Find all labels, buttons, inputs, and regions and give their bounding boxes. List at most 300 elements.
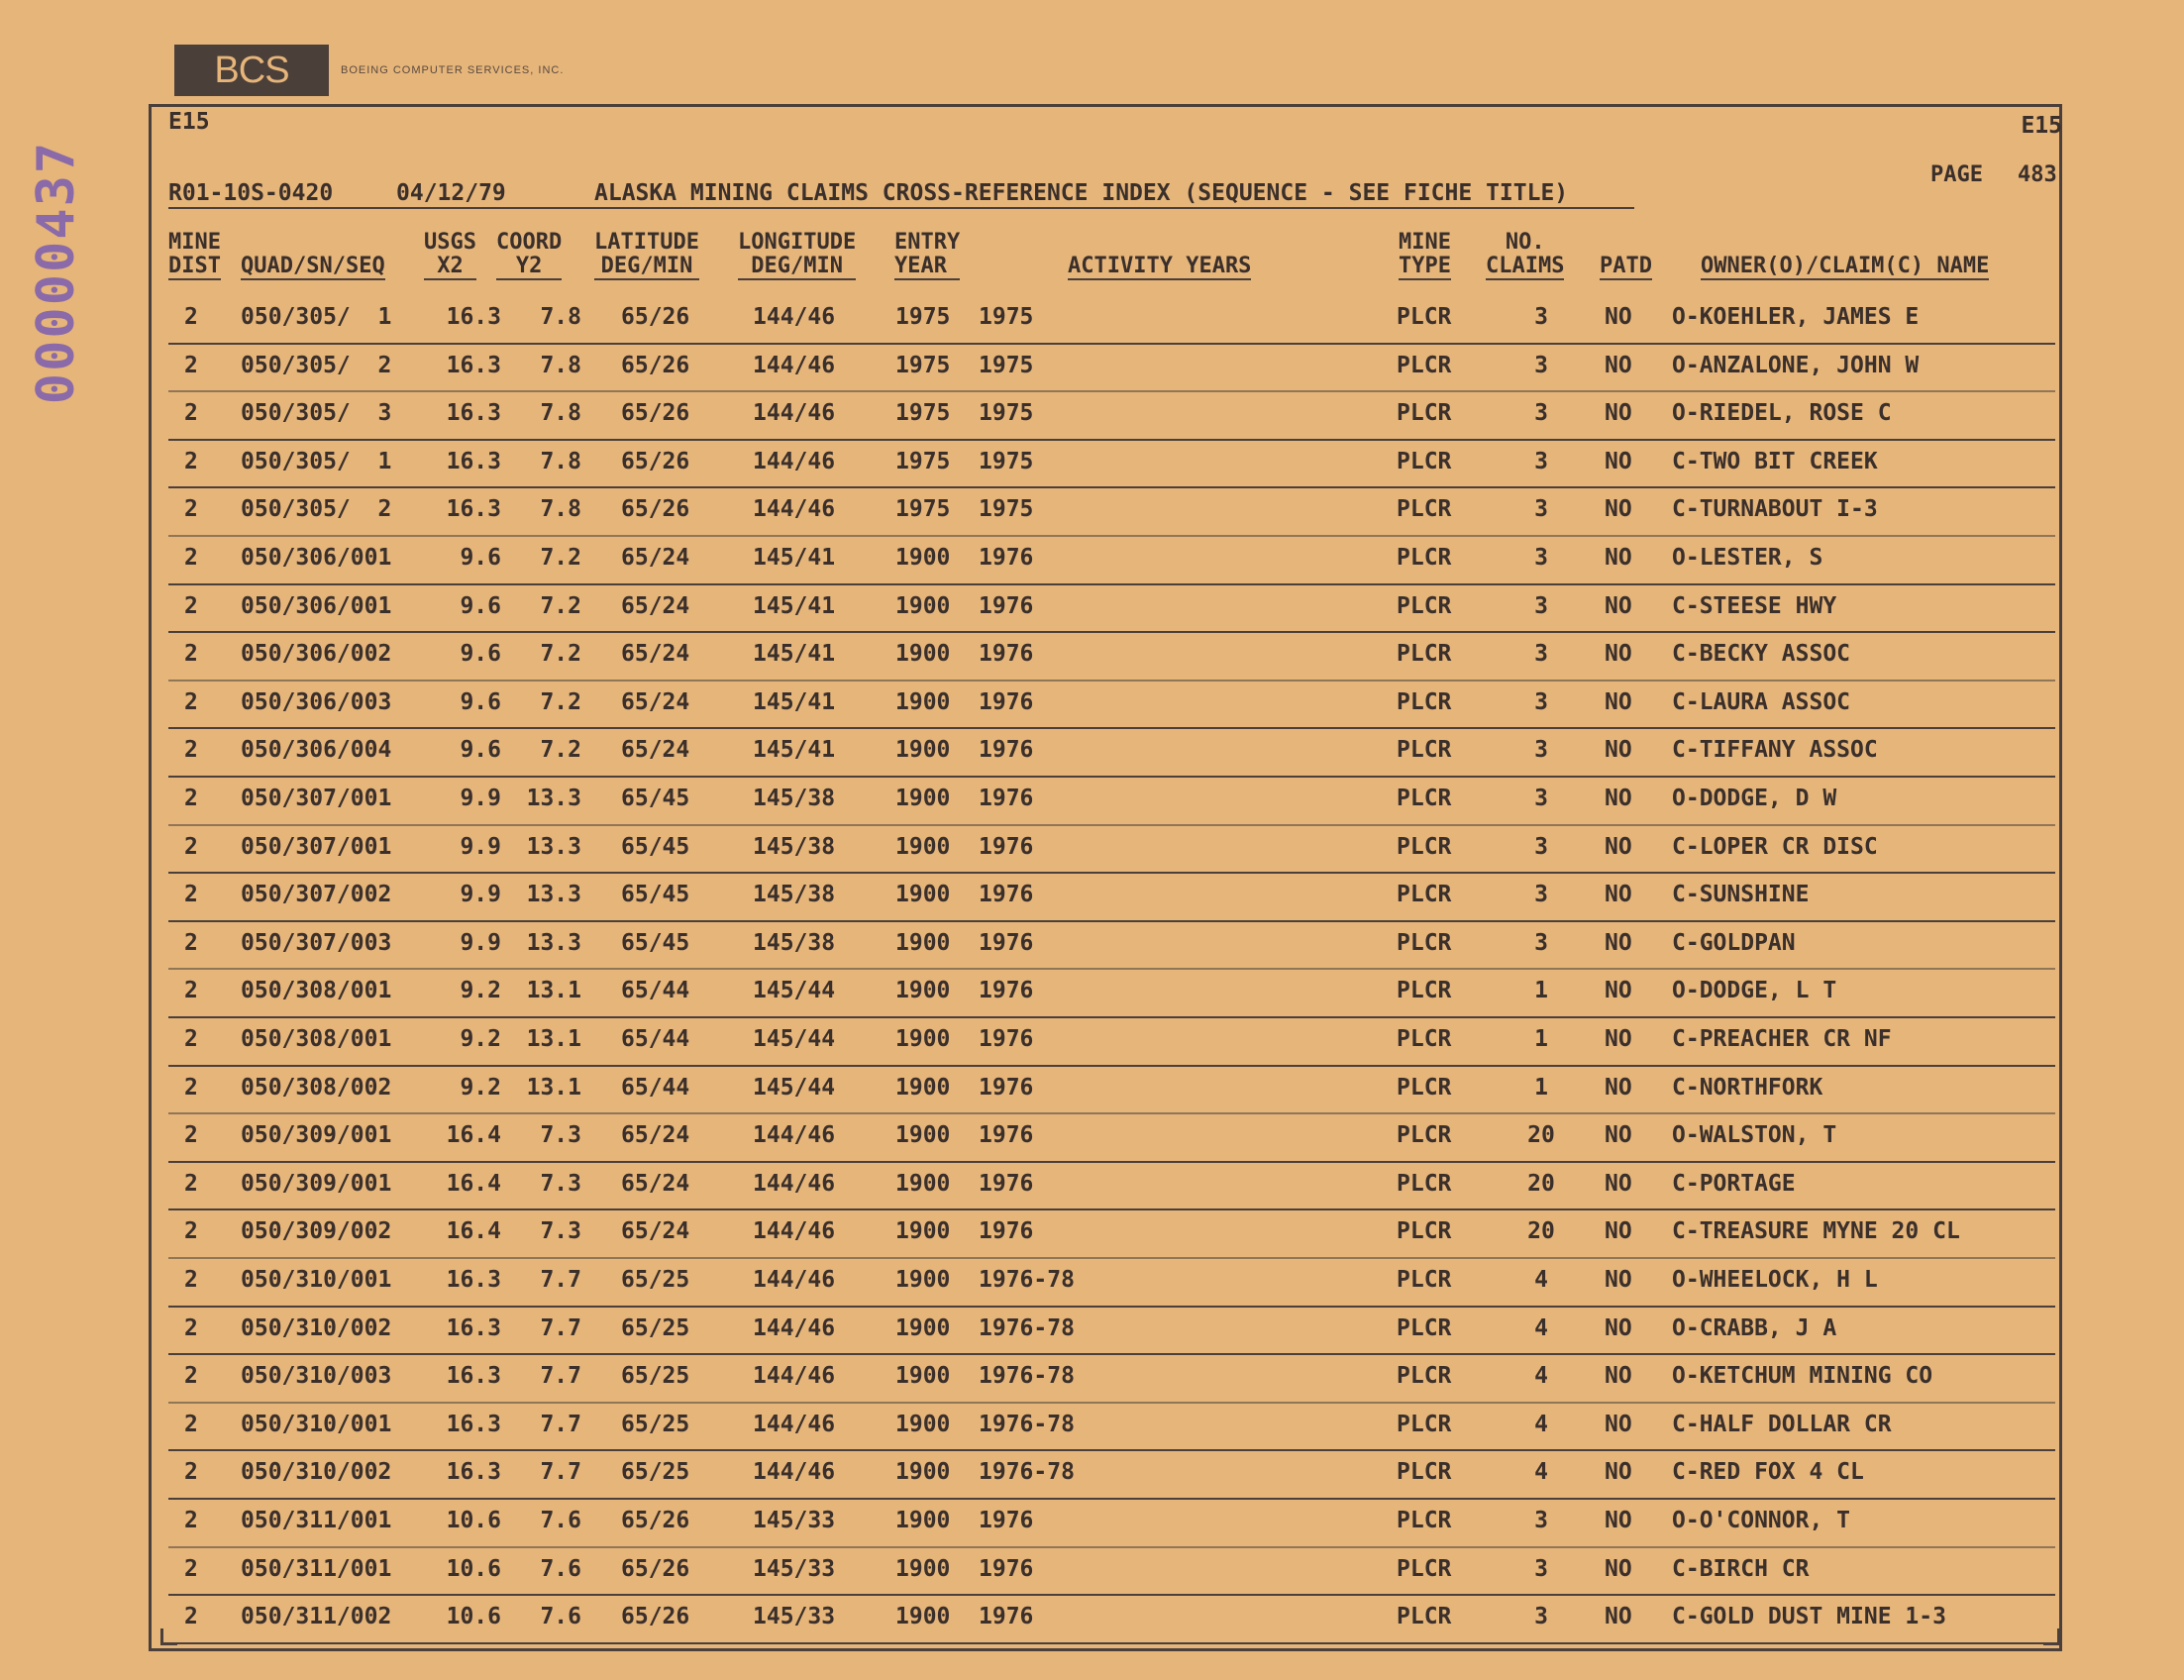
coord-y2-cell: 7.2 <box>540 592 581 619</box>
entry-year-cell: 1900 <box>895 1604 951 1630</box>
mine-type-cell: PLCR <box>1397 1122 1452 1149</box>
mine-dist-cell: 2 <box>184 1604 198 1630</box>
coord-y2-cell: 7.3 <box>540 1170 581 1197</box>
quad-cell: 050/306/001 <box>241 592 392 619</box>
longitude-cell: 145/41 <box>753 688 836 715</box>
no-claims-cell: 20 <box>1527 1218 1555 1245</box>
usgs-x2-cell: 9.9 <box>460 882 501 908</box>
owner-claim-name-cell: C-TREASURE MYNE 20 CL <box>1672 1218 1960 1245</box>
mine-dist-cell: 2 <box>184 448 198 474</box>
mine-type-cell: PLCR <box>1397 496 1452 523</box>
col-header-owner-claim-name: OWNER(O)/CLAIM(C) NAME <box>1701 254 1990 278</box>
serial-stamp-text: 00000437 <box>27 140 86 405</box>
no-claims-cell: 3 <box>1534 929 1548 956</box>
entry-year-cell: 1900 <box>895 786 951 811</box>
longitude-cell: 144/46 <box>753 1267 836 1293</box>
latitude-cell: 65/26 <box>621 304 690 330</box>
patd-cell: NO <box>1605 352 1632 378</box>
activity-years-cell: 1976 <box>979 929 1034 956</box>
coord-y2-cell: 7.2 <box>540 545 581 571</box>
patd-cell: NO <box>1605 1314 1632 1341</box>
entry-year-cell: 1900 <box>895 1508 951 1533</box>
no-claims-cell: 4 <box>1534 1411 1548 1437</box>
owner-claim-name-cell: C-NORTHFORK <box>1672 1074 1823 1101</box>
no-claims-cell: 4 <box>1534 1459 1548 1486</box>
entry-year-cell: 1900 <box>895 1411 951 1437</box>
table-row <box>168 1449 2055 1500</box>
latitude-cell: 65/25 <box>621 1314 690 1341</box>
entry-year-cell: 1900 <box>895 1026 951 1052</box>
quad-cell: 050/311/001 <box>241 1555 392 1582</box>
longitude-cell: 144/46 <box>753 1122 836 1149</box>
usgs-x2-cell: 16.3 <box>446 1314 501 1341</box>
company-name: BOEING COMPUTER SERVICES, INC. <box>341 64 565 76</box>
mine-dist-cell: 2 <box>184 1363 198 1390</box>
report-date: 04/12/79 <box>396 180 506 206</box>
usgs-x2-cell: 9.6 <box>460 641 501 668</box>
latitude-cell: 65/44 <box>621 1026 690 1052</box>
mine-type-cell: PLCR <box>1397 1555 1452 1582</box>
no-claims-cell: 3 <box>1534 448 1548 474</box>
coord-y2-cell: 7.8 <box>540 400 581 427</box>
owner-claim-name-cell: O-RIEDEL, ROSE C <box>1672 400 1892 427</box>
patd-cell: NO <box>1605 496 1632 523</box>
longitude-cell: 145/33 <box>753 1508 836 1533</box>
entry-year-cell: 1900 <box>895 592 951 619</box>
mine-type-cell: PLCR <box>1397 786 1452 811</box>
table-row <box>168 343 2055 393</box>
no-claims-cell: 3 <box>1534 496 1548 523</box>
owner-claim-name-cell: O-KOEHLER, JAMES E <box>1672 304 1920 330</box>
no-claims-cell: 3 <box>1534 1508 1548 1533</box>
latitude-cell: 65/44 <box>621 978 690 1004</box>
longitude-cell: 145/41 <box>753 737 836 764</box>
no-claims-cell: 3 <box>1534 592 1548 619</box>
mine-type-cell: PLCR <box>1397 1508 1452 1533</box>
latitude-cell: 65/24 <box>621 1170 690 1197</box>
table-row <box>168 1208 2055 1259</box>
usgs-x2-cell: 9.6 <box>460 545 501 571</box>
mine-dist-cell: 2 <box>184 1122 198 1149</box>
owner-claim-name-cell: C-LAURA ASSOC <box>1672 688 1851 715</box>
activity-years-cell: 1976-78 <box>979 1314 1075 1341</box>
mine-dist-cell: 2 <box>184 688 198 715</box>
mine-dist-cell: 2 <box>184 1026 198 1052</box>
coord-y2-cell: 7.6 <box>540 1604 581 1630</box>
coord-y2-cell: 13.1 <box>526 1026 581 1052</box>
entry-year-cell: 1975 <box>895 400 951 427</box>
bcs-logo: BCS <box>174 45 329 96</box>
patd-cell: NO <box>1605 929 1632 956</box>
latitude-cell: 65/44 <box>621 1074 690 1101</box>
table-row <box>168 1112 2055 1163</box>
activity-years-cell: 1976-78 <box>979 1267 1075 1293</box>
mine-type-cell: PLCR <box>1397 304 1452 330</box>
fiche-code-right: E15 <box>2021 113 2062 139</box>
usgs-x2-cell: 16.4 <box>446 1170 501 1197</box>
owner-claim-name-cell: C-STEESE HWY <box>1672 592 1837 619</box>
col-header-mine-type: MINE TYPE <box>1399 230 1451 278</box>
page-label: PAGE <box>1930 162 1983 187</box>
activity-years-cell: 1976 <box>979 1122 1034 1149</box>
owner-claim-name-cell: C-BECKY ASSOC <box>1672 641 1851 668</box>
owner-claim-name-cell: C-GOLD DUST MINE 1-3 <box>1672 1604 1946 1630</box>
entry-year-cell: 1900 <box>895 1363 951 1390</box>
mine-dist-cell: 2 <box>184 1508 198 1533</box>
owner-claim-name-cell: O-CRABB, J A <box>1672 1314 1837 1341</box>
latitude-cell: 65/45 <box>621 833 690 860</box>
activity-years-cell: 1976 <box>979 882 1034 908</box>
quad-cell: 050/306/002 <box>241 641 392 668</box>
quad-cell: 050/307/002 <box>241 882 392 908</box>
longitude-cell: 144/46 <box>753 496 836 523</box>
table-row <box>168 680 2055 730</box>
longitude-cell: 145/41 <box>753 545 836 571</box>
usgs-x2-cell: 16.3 <box>446 1411 501 1437</box>
patd-cell: NO <box>1605 400 1632 427</box>
longitude-cell: 145/38 <box>753 833 836 860</box>
owner-claim-name-cell: O-DODGE, L T <box>1672 978 1837 1004</box>
patd-cell: NO <box>1605 786 1632 811</box>
latitude-cell: 65/25 <box>621 1363 690 1390</box>
latitude-cell: 65/25 <box>621 1411 690 1437</box>
mine-type-cell: PLCR <box>1397 400 1452 427</box>
quad-cell: 050/307/001 <box>241 833 392 860</box>
activity-years-cell: 1976 <box>979 737 1034 764</box>
entry-year-cell: 1975 <box>895 496 951 523</box>
activity-years-cell: 1976 <box>979 1604 1034 1630</box>
latitude-cell: 65/24 <box>621 688 690 715</box>
quad-cell: 050/306/001 <box>241 545 392 571</box>
mine-type-cell: PLCR <box>1397 1267 1452 1293</box>
table-row <box>168 1402 2055 1452</box>
owner-claim-name-cell: C-TWO BIT CREEK <box>1672 448 1878 474</box>
no-claims-cell: 3 <box>1534 545 1548 571</box>
owner-claim-name-cell: O-ANZALONE, JOHN W <box>1672 352 1920 378</box>
usgs-x2-cell: 16.3 <box>446 400 501 427</box>
table-row <box>168 824 2055 875</box>
no-claims-cell: 3 <box>1534 833 1548 860</box>
mine-dist-cell: 2 <box>184 1267 198 1293</box>
longitude-cell: 144/46 <box>753 400 836 427</box>
quad-cell: 050/305/ 1 <box>241 304 392 330</box>
owner-claim-name-cell: C-PREACHER CR NF <box>1672 1026 1892 1052</box>
mine-type-cell: PLCR <box>1397 641 1452 668</box>
owner-claim-name-cell: O-WHEELOCK, H L <box>1672 1267 1878 1293</box>
owner-claim-name-cell: C-SUNSHINE <box>1672 882 1810 908</box>
coord-y2-cell: 13.3 <box>526 929 581 956</box>
mine-type-cell: PLCR <box>1397 448 1452 474</box>
patd-cell: NO <box>1605 304 1632 330</box>
activity-years-cell: 1975 <box>979 400 1034 427</box>
usgs-x2-cell: 9.6 <box>460 688 501 715</box>
coord-y2-cell: 7.6 <box>540 1508 581 1533</box>
activity-years-cell: 1976 <box>979 1026 1034 1052</box>
col-header-usgs-x2: USGS X2 <box>424 230 476 278</box>
patd-cell: NO <box>1605 1074 1632 1101</box>
longitude-cell: 144/46 <box>753 1459 836 1486</box>
coord-y2-cell: 7.6 <box>540 1555 581 1582</box>
activity-years-cell: 1976-78 <box>979 1363 1075 1390</box>
table-row <box>168 1546 2055 1597</box>
coord-y2-cell: 7.7 <box>540 1314 581 1341</box>
patd-cell: NO <box>1605 1122 1632 1149</box>
corner-mark-left <box>160 1628 177 1645</box>
no-claims-cell: 3 <box>1534 1555 1548 1582</box>
latitude-cell: 65/24 <box>621 737 690 764</box>
no-claims-cell: 3 <box>1534 786 1548 811</box>
col-header-no-claims: NO. CLAIMS <box>1486 230 1565 278</box>
mine-type-cell: PLCR <box>1397 1074 1452 1101</box>
longitude-cell: 145/44 <box>753 978 836 1004</box>
activity-years-cell: 1976 <box>979 688 1034 715</box>
owner-claim-name-cell: O-LESTER, S <box>1672 545 1823 571</box>
patd-cell: NO <box>1605 688 1632 715</box>
mine-dist-cell: 2 <box>184 304 198 330</box>
usgs-x2-cell: 16.3 <box>446 352 501 378</box>
corner-mark-right <box>2043 1628 2060 1645</box>
longitude-cell: 144/46 <box>753 1363 836 1390</box>
owner-claim-name-cell: O-O'CONNOR, T <box>1672 1508 1851 1533</box>
quad-cell: 050/305/ 2 <box>241 352 392 378</box>
quad-cell: 050/309/001 <box>241 1170 392 1197</box>
quad-cell: 050/310/002 <box>241 1314 392 1341</box>
report-title: ALASKA MINING CLAIMS CROSS-REFERENCE INDEX (SEQUENCE - SEE FICHE TITLE) <box>594 180 1569 206</box>
table-row <box>168 535 2055 585</box>
coord-y2-cell: 13.1 <box>526 978 581 1004</box>
quad-cell: 050/306/003 <box>241 688 392 715</box>
entry-year-cell: 1900 <box>895 978 951 1004</box>
usgs-x2-cell: 16.3 <box>446 496 501 523</box>
longitude-cell: 145/33 <box>753 1604 836 1630</box>
activity-years-cell: 1975 <box>979 496 1034 523</box>
latitude-cell: 65/25 <box>621 1267 690 1293</box>
mine-dist-cell: 2 <box>184 1555 198 1582</box>
quad-cell: 050/311/002 <box>241 1604 392 1630</box>
coord-y2-cell: 13.3 <box>526 833 581 860</box>
longitude-cell: 144/46 <box>753 1314 836 1341</box>
mine-dist-cell: 2 <box>184 545 198 571</box>
patd-cell: NO <box>1605 448 1632 474</box>
table-row <box>168 294 2055 345</box>
coord-y2-cell: 7.3 <box>540 1122 581 1149</box>
patd-cell: NO <box>1605 641 1632 668</box>
entry-year-cell: 1900 <box>895 545 951 571</box>
patd-cell: NO <box>1605 1459 1632 1486</box>
table-row <box>168 1161 2055 1211</box>
patd-cell: NO <box>1605 978 1632 1004</box>
entry-year-cell: 1900 <box>895 833 951 860</box>
entry-year-cell: 1900 <box>895 641 951 668</box>
no-claims-cell: 3 <box>1534 304 1548 330</box>
latitude-cell: 65/26 <box>621 1604 690 1630</box>
table-row <box>168 727 2055 778</box>
owner-claim-name-cell: O-WALSTON, T <box>1672 1122 1837 1149</box>
entry-year-cell: 1900 <box>895 1122 951 1149</box>
usgs-x2-cell: 16.3 <box>446 1363 501 1390</box>
activity-years-cell: 1976-78 <box>979 1459 1075 1486</box>
longitude-cell: 145/38 <box>753 929 836 956</box>
activity-years-cell: 1976 <box>979 545 1034 571</box>
no-claims-cell: 4 <box>1534 1363 1548 1390</box>
quad-cell: 050/310/001 <box>241 1267 392 1293</box>
mine-type-cell: PLCR <box>1397 1314 1452 1341</box>
activity-years-cell: 1976 <box>979 978 1034 1004</box>
owner-claim-name-cell: O-DODGE, D W <box>1672 786 1837 811</box>
latitude-cell: 65/26 <box>621 1555 690 1582</box>
activity-years-cell: 1976 <box>979 786 1034 811</box>
usgs-x2-cell: 10.6 <box>446 1508 501 1533</box>
mine-type-cell: PLCR <box>1397 882 1452 908</box>
entry-year-cell: 1900 <box>895 688 951 715</box>
mine-dist-cell: 2 <box>184 400 198 427</box>
entry-year-cell: 1900 <box>895 1218 951 1245</box>
owner-claim-name-cell: C-LOPER CR DISC <box>1672 833 1878 860</box>
no-claims-cell: 1 <box>1534 1074 1548 1101</box>
mine-dist-cell: 2 <box>184 737 198 764</box>
latitude-cell: 65/25 <box>621 1459 690 1486</box>
table-row <box>168 1353 2055 1404</box>
no-claims-cell: 20 <box>1527 1122 1555 1149</box>
mine-type-cell: PLCR <box>1397 737 1452 764</box>
col-header-patd: PATD <box>1600 254 1652 278</box>
mine-dist-cell: 2 <box>184 978 198 1004</box>
mine-dist-cell: 2 <box>184 1074 198 1101</box>
mine-dist-cell: 2 <box>184 641 198 668</box>
longitude-cell: 144/46 <box>753 304 836 330</box>
owner-claim-name-cell: C-HALF DOLLAR CR <box>1672 1411 1892 1437</box>
mine-dist-cell: 2 <box>184 929 198 956</box>
no-claims-cell: 4 <box>1534 1267 1548 1293</box>
coord-y2-cell: 7.2 <box>540 688 581 715</box>
quad-cell: 050/307/003 <box>241 929 392 956</box>
page-number: 483 <box>2018 162 2057 187</box>
quad-cell: 050/310/002 <box>241 1459 392 1486</box>
mine-dist-cell: 2 <box>184 786 198 811</box>
no-claims-cell: 3 <box>1534 352 1548 378</box>
coord-y2-cell: 7.8 <box>540 448 581 474</box>
usgs-x2-cell: 9.2 <box>460 978 501 1004</box>
col-header-activity-years: ACTIVITY YEARS <box>1068 254 1252 278</box>
no-claims-cell: 1 <box>1534 1026 1548 1052</box>
usgs-x2-cell: 16.3 <box>446 304 501 330</box>
owner-claim-name-cell: C-TURNABOUT I-3 <box>1672 496 1878 523</box>
mine-dist-cell: 2 <box>184 1459 198 1486</box>
activity-years-cell: 1976 <box>979 1074 1034 1101</box>
mine-type-cell: PLCR <box>1397 1411 1452 1437</box>
quad-cell: 050/309/002 <box>241 1218 392 1245</box>
mine-type-cell: PLCR <box>1397 929 1452 956</box>
col-header-entry-year: ENTRY YEAR <box>894 230 961 278</box>
mine-dist-cell: 2 <box>184 352 198 378</box>
quad-cell: 050/305/ 1 <box>241 448 392 474</box>
mine-dist-cell: 2 <box>184 1218 198 1245</box>
patd-cell: NO <box>1605 1363 1632 1390</box>
coord-y2-cell: 7.7 <box>540 1459 581 1486</box>
mine-type-cell: PLCR <box>1397 1363 1452 1390</box>
latitude-cell: 65/26 <box>621 352 690 378</box>
usgs-x2-cell: 16.3 <box>446 1459 501 1486</box>
longitude-cell: 144/46 <box>753 1411 836 1437</box>
table-row <box>168 920 2055 971</box>
patd-cell: NO <box>1605 1170 1632 1197</box>
patd-cell: NO <box>1605 882 1632 908</box>
col-header-longitude: LONGITUDE DEG/MIN <box>738 230 857 278</box>
mine-dist-cell: 2 <box>184 882 198 908</box>
latitude-cell: 65/26 <box>621 448 690 474</box>
quad-cell: 050/308/001 <box>241 1026 392 1052</box>
latitude-cell: 65/26 <box>621 400 690 427</box>
longitude-cell: 144/46 <box>753 1218 836 1245</box>
quad-cell: 050/311/001 <box>241 1508 392 1533</box>
owner-claim-name-cell: C-PORTAGE <box>1672 1170 1796 1197</box>
coord-y2-cell: 13.1 <box>526 1074 581 1101</box>
longitude-cell: 145/38 <box>753 786 836 811</box>
patd-cell: NO <box>1605 833 1632 860</box>
no-claims-cell: 3 <box>1534 1604 1548 1630</box>
table-row <box>168 1594 2055 1644</box>
mine-type-cell: PLCR <box>1397 833 1452 860</box>
patd-cell: NO <box>1605 737 1632 764</box>
owner-claim-name-cell: O-KETCHUM MINING CO <box>1672 1363 1933 1390</box>
quad-cell: 050/305/ 3 <box>241 400 392 427</box>
no-claims-cell: 3 <box>1534 688 1548 715</box>
latitude-cell: 65/24 <box>621 592 690 619</box>
quad-cell: 050/308/001 <box>241 978 392 1004</box>
entry-year-cell: 1900 <box>895 882 951 908</box>
no-claims-cell: 3 <box>1534 400 1548 427</box>
patd-cell: NO <box>1605 1508 1632 1533</box>
patd-cell: NO <box>1605 1218 1632 1245</box>
activity-years-cell: 1976 <box>979 592 1034 619</box>
table-row <box>168 631 2055 682</box>
mine-type-cell: PLCR <box>1397 688 1452 715</box>
latitude-cell: 65/24 <box>621 641 690 668</box>
patd-cell: NO <box>1605 592 1632 619</box>
latitude-cell: 65/45 <box>621 929 690 956</box>
usgs-x2-cell: 9.2 <box>460 1026 501 1052</box>
table-row <box>168 968 2055 1018</box>
entry-year-cell: 1975 <box>895 304 951 330</box>
entry-year-cell: 1975 <box>895 352 951 378</box>
entry-year-cell: 1900 <box>895 929 951 956</box>
latitude-cell: 65/26 <box>621 496 690 523</box>
longitude-cell: 145/33 <box>753 1555 836 1582</box>
usgs-x2-cell: 9.9 <box>460 929 501 956</box>
latitude-cell: 65/45 <box>621 882 690 908</box>
quad-cell: 050/305/ 2 <box>241 496 392 523</box>
entry-year-cell: 1900 <box>895 1267 951 1293</box>
coord-y2-cell: 7.7 <box>540 1363 581 1390</box>
usgs-x2-cell: 16.3 <box>446 448 501 474</box>
table-row <box>168 1065 2055 1115</box>
no-claims-cell: 3 <box>1534 882 1548 908</box>
title-underline <box>168 207 1634 209</box>
usgs-x2-cell: 9.9 <box>460 786 501 811</box>
entry-year-cell: 1975 <box>895 448 951 474</box>
usgs-x2-cell: 9.6 <box>460 737 501 764</box>
table-row <box>168 1498 2055 1548</box>
coord-y2-cell: 7.7 <box>540 1411 581 1437</box>
serial-stamp <box>22 140 91 405</box>
activity-years-cell: 1976-78 <box>979 1411 1075 1437</box>
activity-years-cell: 1976 <box>979 1508 1034 1533</box>
patd-cell: NO <box>1605 1411 1632 1437</box>
activity-years-cell: 1976 <box>979 1555 1034 1582</box>
coord-y2-cell: 7.2 <box>540 737 581 764</box>
mine-dist-cell: 2 <box>184 1314 198 1341</box>
latitude-cell: 65/24 <box>621 1218 690 1245</box>
